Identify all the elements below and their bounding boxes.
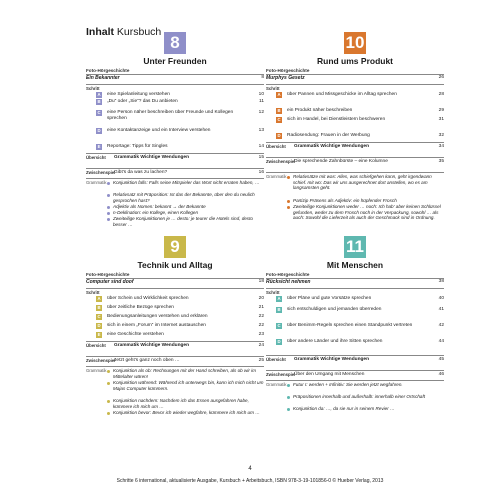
step-letter: B bbox=[97, 99, 101, 104]
story-title: Murphys Gesetz bbox=[266, 75, 305, 81]
grammar-label: Grammatik bbox=[86, 368, 107, 373]
interlude-text: Gibt's da was zu lachen? bbox=[114, 170, 168, 175]
story-title: Rücksicht nehmen bbox=[266, 279, 311, 285]
bullet-icon bbox=[287, 384, 290, 387]
lesson-title: Mit Menschen bbox=[326, 260, 384, 270]
interlude-label: Zwischenspiel bbox=[266, 159, 296, 164]
divider bbox=[86, 341, 264, 342]
step-text: über Pannen und Missgeschicke im Alltag sprechen bbox=[287, 92, 397, 97]
step-text: über zeitliche Bezüge sprechen bbox=[107, 305, 174, 310]
step-text: „Du“ oder „Sie“? das Du anbieten bbox=[107, 99, 178, 104]
lesson-title: Technik und Alltag bbox=[137, 260, 213, 270]
step-letter: B bbox=[97, 305, 101, 310]
step-letter: E bbox=[97, 332, 101, 337]
divider bbox=[86, 356, 264, 357]
grammar-text: Konjunktion nachdem: Nachdem ich das Essen ausgefahren habe, kümmere ich mich um … bbox=[113, 398, 249, 409]
step-letter: B bbox=[277, 108, 281, 113]
step-page: 14 bbox=[258, 144, 264, 149]
heading-bold: Inhalt bbox=[86, 26, 114, 38]
lesson-column bbox=[86, 236, 264, 436]
lesson-title: Rund ums Produkt bbox=[316, 56, 394, 66]
divider bbox=[86, 288, 264, 289]
schritt-label: Schritt bbox=[86, 86, 100, 91]
divider bbox=[266, 172, 444, 173]
overview-label: Übersicht bbox=[86, 343, 106, 348]
schritt-label: Schritt bbox=[266, 86, 280, 91]
divider bbox=[86, 153, 264, 154]
step-text: über andere Länder und ihre Sitten sprechen bbox=[287, 339, 383, 344]
step-text: eine Kontaktanzeige und ein Interview verstehen bbox=[107, 128, 211, 133]
step-text: ein Produkt näher beschreiben bbox=[287, 108, 353, 113]
story-title: Ein Bekannter bbox=[86, 75, 120, 81]
bullet-icon bbox=[107, 400, 110, 403]
step-page: 11 bbox=[259, 99, 264, 104]
foto-label: Foto-Hörgeschichte bbox=[86, 272, 130, 277]
step-letter: A bbox=[277, 92, 281, 97]
lesson-title: Unter Freunden bbox=[143, 56, 207, 66]
lesson-column bbox=[266, 32, 444, 232]
foto-label: Foto-Hörgeschichte bbox=[86, 68, 130, 73]
overview-label: Übersicht bbox=[266, 144, 286, 149]
lesson-column bbox=[266, 236, 444, 436]
step-page: 22 bbox=[258, 323, 264, 328]
lesson-number-badge: 11 bbox=[344, 236, 366, 258]
grammar-text: Konjunktion bevor: Bevor ich wieder wegfahre, kümmere ich mich um … bbox=[113, 410, 260, 415]
step-page: 31 bbox=[438, 117, 444, 122]
interlude-page: 46 bbox=[438, 372, 444, 377]
schritt-label: Schritt bbox=[266, 290, 280, 295]
grammar-text: Adjektiv als Nomen: bekannt → der Bekannte bbox=[113, 204, 206, 209]
divider bbox=[266, 288, 444, 289]
grammar-text: Präpositionen innerhalb und außerhalb: innerhalb einer Ortschaft bbox=[293, 394, 426, 399]
grammar-text: Relativsätze mit was: Alles, was schiefgehen kann, geht irgendwann schief. mit wo: Das wir uns ausgerechnet dort anstellen, wo es am langsamsten geht. bbox=[293, 174, 432, 191]
lesson-number-badge: 9 bbox=[164, 236, 186, 258]
step-letter: D bbox=[97, 128, 101, 133]
lesson-column bbox=[86, 32, 264, 232]
divider bbox=[266, 84, 444, 85]
foto-label: Foto-Hörgeschichte bbox=[266, 68, 310, 73]
step-page: 23 bbox=[258, 332, 264, 337]
step-page: 12 bbox=[258, 110, 264, 115]
interlude-text: Jetzt geht's ganz noch oben … bbox=[114, 358, 180, 363]
bullet-icon bbox=[287, 206, 290, 209]
bullet-icon bbox=[287, 396, 290, 399]
grammar-label: Grammatik bbox=[86, 180, 107, 185]
grammar-text: Konjunktion falls: Falls seine Mitspieler das Wort nicht erraten haben, … bbox=[113, 180, 260, 185]
step-page: 22 bbox=[258, 314, 264, 319]
overview-label: Übersicht bbox=[86, 155, 106, 160]
grammar-text: Konjunktion während: Während ich unterwegs bin, kann ich mich nicht um Majas Computer kümmern. bbox=[113, 380, 264, 391]
step-text: über Pläne und gute Vorsätze sprechen bbox=[287, 296, 372, 301]
step-page: 44 bbox=[438, 339, 444, 344]
interlude-page: 25 bbox=[258, 358, 264, 363]
step-page: 10 bbox=[258, 92, 264, 97]
step-page: 21 bbox=[258, 305, 264, 310]
overview-page: 34 bbox=[438, 144, 444, 149]
divider bbox=[266, 380, 444, 381]
step-page: 20 bbox=[258, 296, 264, 301]
interlude-page: 16 bbox=[258, 170, 264, 175]
bullet-icon bbox=[107, 370, 110, 373]
step-letter: C bbox=[97, 110, 101, 115]
story-title: Computer sind doof bbox=[86, 279, 134, 285]
grammar-text: Futur I: werden + Infinitiv: Sie werden jetzt wegfahren. bbox=[293, 382, 403, 387]
bullet-icon bbox=[107, 194, 110, 197]
interlude-text: Die sprechende Zahnbürste – eine Kolumne bbox=[294, 159, 388, 164]
bullet-icon bbox=[107, 212, 110, 215]
story-page: 26 bbox=[438, 75, 444, 80]
step-page: 13 bbox=[258, 128, 264, 133]
step-text: Bedienungsanleitungen verstehen und erklären bbox=[107, 314, 208, 319]
overview-page: 24 bbox=[258, 343, 264, 348]
step-letter: D bbox=[277, 133, 281, 138]
step-letter: A bbox=[97, 92, 101, 97]
divider bbox=[266, 142, 444, 143]
grammar-label: Grammatik bbox=[266, 174, 287, 179]
interlude-label: Zwischenspiel bbox=[266, 372, 296, 377]
lesson-number-badge: 10 bbox=[345, 33, 365, 52]
step-text: über Schein und Wirklichkeit sprechen bbox=[107, 296, 189, 301]
divider bbox=[266, 157, 444, 158]
grammar-text: Partizip Präsens als Adjektiv: ein hüpfender Frosch bbox=[293, 198, 397, 203]
step-letter: A bbox=[97, 296, 101, 301]
grammar-text: Relativsatz mit Präposition: Ist das der Bekannte, über den du neulich gesprochen hast? bbox=[113, 192, 255, 203]
step-page: 29 bbox=[438, 108, 444, 113]
step-text: sich in einem „Forum“ im Internet austauschen bbox=[107, 323, 206, 328]
bullet-icon bbox=[107, 206, 110, 209]
overview-text: Grammatik Wichtige Wendungen bbox=[294, 144, 370, 149]
bullet-icon bbox=[287, 176, 290, 179]
bullet-icon bbox=[107, 382, 110, 385]
grammar-text: Konjunktion als ob: Rechnungen mit der Hand schreiben, als ob wir im Mittelalter wären! bbox=[113, 368, 256, 379]
grammar-text: Zweiteilige Konjunktionen je … desto: je teurer die Hotels sind, desto besser … bbox=[113, 216, 253, 227]
step-text: eine Person näher beschreiben über Freunde und Kollegen sprechen bbox=[107, 110, 234, 121]
bullet-icon bbox=[287, 200, 290, 203]
step-page: 42 bbox=[438, 323, 444, 328]
divider bbox=[266, 370, 444, 371]
step-letter: C bbox=[277, 323, 281, 328]
step-page: 28 bbox=[438, 92, 444, 97]
bullet-icon bbox=[287, 408, 290, 411]
step-text: sich entschuldigen und jemanden überreden bbox=[287, 307, 382, 312]
overview-text: Grammatik Wichtige Wendungen bbox=[294, 357, 370, 362]
step-text: eine Spielanleitung verstehen bbox=[107, 92, 170, 97]
story-page: 18 bbox=[258, 279, 264, 284]
overview-page: 15 bbox=[258, 155, 264, 160]
grammar-text: Zweiteilige Konjunktionen weder … noch: Ich hab' aber keinen Schlüssel gefunden, weder zu dem Frosch noch in der Verpackung, sowohl … als auch: Sowohl die Lieferzeit als auch der Geschmack sind in Ordnung. bbox=[293, 204, 441, 221]
step-page: 32 bbox=[438, 133, 444, 138]
story-page: 8 bbox=[261, 75, 264, 80]
step-letter: A bbox=[277, 296, 281, 301]
step-text: sich im Handel, bei Dienstleistern beschweren bbox=[287, 117, 386, 122]
step-page: 41 bbox=[438, 307, 444, 312]
step-text: Radiosendung: Frauen in der Werbung bbox=[287, 133, 370, 138]
story-page: 38 bbox=[438, 279, 444, 284]
step-text: über Benimm-Regeln sprechen einen Standpunkt vertreten bbox=[287, 323, 413, 328]
step-letter: E bbox=[97, 144, 101, 149]
step-text: Reportage: Tipps für Singles bbox=[107, 144, 168, 149]
footer-copyright: Schritte 6 international, aktualisierte Ausgabe, Kursbuch + Arbeitsbuch, ISBN 978-3-19-101856-0 © Hueber Verlag, 2013 bbox=[116, 478, 384, 484]
interlude-text: Über den Umgang mit Menschen bbox=[294, 372, 365, 377]
divider bbox=[86, 84, 264, 85]
bullet-icon bbox=[107, 412, 110, 415]
interlude-label: Zwischenspiel bbox=[86, 170, 116, 175]
step-letter: C bbox=[97, 314, 101, 319]
divider bbox=[86, 178, 264, 179]
divider bbox=[86, 366, 264, 367]
bullet-icon bbox=[107, 182, 110, 185]
bullet-icon bbox=[107, 218, 110, 221]
step-letter: B bbox=[277, 307, 281, 312]
step-letter: C bbox=[277, 117, 281, 122]
lesson-number-badge: 8 bbox=[164, 32, 186, 54]
page-number: 4 bbox=[248, 466, 252, 472]
overview-page: 45 bbox=[438, 357, 444, 362]
step-text: eine Geschichte verstehen bbox=[107, 332, 164, 337]
grammar-label: Grammatik bbox=[266, 382, 287, 387]
divider bbox=[86, 168, 264, 169]
foto-label: Foto-Hörgeschichte bbox=[266, 272, 310, 277]
overview-text: Grammatik Wichtige Wendungen bbox=[114, 343, 190, 348]
step-page: 40 bbox=[438, 296, 444, 301]
grammar-text: Konjunktion da: …, da sie nur in seinem Revier … bbox=[293, 406, 395, 411]
grammar-text: n-Deklination: ein Kollege, einen Kollegen bbox=[113, 210, 199, 215]
interlude-label: Zwischenspiel bbox=[86, 358, 116, 363]
overview-text: Grammatik Wichtige Wendungen bbox=[114, 155, 190, 160]
schritt-label: Schritt bbox=[86, 290, 100, 295]
interlude-page: 35 bbox=[438, 159, 444, 164]
heading-rest: Kursbuch bbox=[114, 26, 162, 38]
step-letter: D bbox=[277, 339, 281, 344]
step-letter: D bbox=[97, 323, 101, 328]
divider bbox=[266, 355, 444, 356]
overview-label: Übersicht bbox=[266, 357, 286, 362]
